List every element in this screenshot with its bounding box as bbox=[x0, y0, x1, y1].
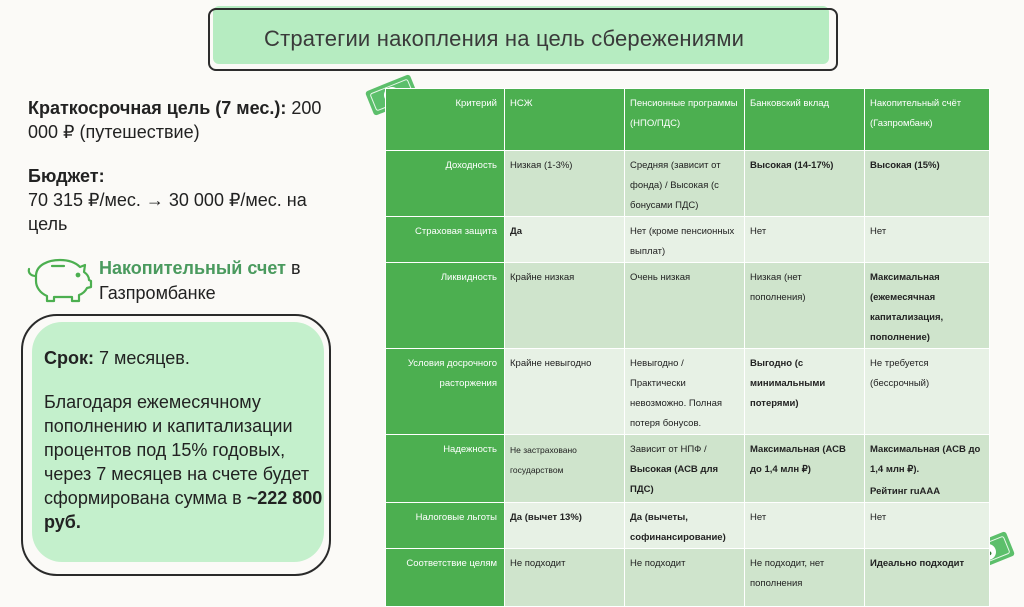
summary-card-text bbox=[44, 346, 324, 534]
cell-savings-rating: Рейтинг ruAAA bbox=[870, 486, 941, 497]
goal-value: 200 000 ₽ (путешествие) bbox=[28, 98, 322, 142]
cell-savings-line: Максимальная (АСВ до 1,4 млн ₽). bbox=[870, 444, 981, 475]
row-criterion: Доходность bbox=[386, 151, 505, 217]
cell-deposit: Высокая (14-17%) bbox=[745, 151, 865, 217]
term-label: Срок: bbox=[44, 348, 94, 368]
header-savings: Накопительный счёт (Газпромбанк) bbox=[865, 89, 990, 151]
table-row bbox=[386, 435, 990, 503]
header-deposit: Банковский вклад bbox=[745, 89, 865, 151]
cell-nszh: Да (вычет 13%) bbox=[505, 503, 625, 549]
cell-pension-bold: Высокая (АСВ для ПДС) bbox=[630, 464, 719, 495]
cell-pension: Нет (кроме пенсионных выплат) bbox=[625, 217, 745, 263]
budget-value: 70 315 ₽/мес. → 30 000 ₽/мес. на цель bbox=[28, 190, 307, 234]
cell-deposit: Нет bbox=[745, 503, 865, 549]
cell-deposit: Нет bbox=[745, 217, 865, 263]
row-criterion: Условия досрочного расторжения bbox=[386, 349, 505, 435]
piggy-bank-icon bbox=[22, 252, 94, 304]
row-criterion: Налоговые льготы bbox=[386, 503, 505, 549]
cell-deposit: Максимальная (АСВ до 1,4 млн ₽) bbox=[745, 435, 865, 503]
cell-deposit: Низкая (нет пополнения) bbox=[745, 263, 865, 349]
cell-nszh: Не подходит bbox=[505, 549, 625, 607]
cell-savings: Максимальная (ежемесячная капитализация, пополнение) bbox=[865, 263, 990, 349]
row-criterion: Соответствие целям bbox=[386, 549, 505, 607]
cell-pension: Да (вычеты, софинансирование) bbox=[625, 503, 745, 549]
card-sum: ~222 800 руб. bbox=[44, 488, 323, 532]
table-row bbox=[386, 349, 990, 435]
term-value: 7 месяцев. bbox=[94, 348, 190, 368]
page-title: Стратегии накопления на цель сбережениями bbox=[264, 26, 745, 51]
cell-savings: Не требуется (бессрочный) bbox=[865, 349, 990, 435]
cell-pension bbox=[625, 435, 745, 503]
cell-nszh: Крайне низкая bbox=[505, 263, 625, 349]
row-criterion: Страховая защита bbox=[386, 217, 505, 263]
row-criterion: Ликвидность bbox=[386, 263, 505, 349]
cell-savings: Нет bbox=[865, 217, 990, 263]
table-row bbox=[386, 151, 990, 217]
cell-pension: Невыгодно / Практически невозможно. Полная потеря бонусов. bbox=[625, 349, 745, 435]
cell-pension: Очень низкая bbox=[625, 263, 745, 349]
card-body: Благодаря ежемесячному пополнению и капитализации процентов под 15% годовых, через 7 месяцев на счете будет сформирована сумма в bbox=[44, 392, 310, 508]
cell-deposit: Не подходит, нет пополнения bbox=[745, 549, 865, 607]
cell-deposit: Выгодно (с минимальными потерями) bbox=[745, 349, 865, 435]
header-nszh: НСЖ bbox=[505, 89, 625, 151]
cell-pension: Не подходит bbox=[625, 549, 745, 607]
goal-label: Краткосрочная цель (7 мес.): bbox=[28, 98, 287, 118]
row-criterion: Надежность bbox=[386, 435, 505, 503]
budget-text bbox=[28, 164, 348, 236]
account-highlight: Накопительный счет bbox=[99, 258, 286, 278]
cell-savings bbox=[865, 435, 990, 503]
comparison-table bbox=[385, 88, 990, 607]
header-criterion: Критерий bbox=[386, 89, 505, 151]
account-text bbox=[99, 256, 349, 306]
cell-savings: Нет bbox=[865, 503, 990, 549]
budget-label: Бюджет: bbox=[28, 166, 105, 186]
header-pension: Пенсионные программы (НПО/ПДС) bbox=[625, 89, 745, 151]
cell-pension-part: Зависит от НПФ / bbox=[630, 444, 707, 455]
cell-nszh: Крайне невыгодно bbox=[505, 349, 625, 435]
cell-nszh: Низкая (1-3%) bbox=[505, 151, 625, 217]
cell-nszh: Да bbox=[505, 217, 625, 263]
table-header-row bbox=[386, 89, 990, 151]
account-rest: в Газпромбанке bbox=[99, 258, 301, 303]
cell-pension: Средняя (зависит от фонда) / Высокая (с бонусами ПДС) bbox=[625, 151, 745, 217]
table-row bbox=[386, 217, 990, 263]
cell-nszh: Не застраховано государством bbox=[505, 435, 625, 503]
cell-savings: Идеально подходит bbox=[865, 549, 990, 607]
table-row bbox=[386, 503, 990, 549]
goal-text bbox=[28, 96, 348, 144]
table-row bbox=[386, 263, 990, 349]
table-row bbox=[386, 549, 990, 607]
cell-savings: Высокая (15%) bbox=[865, 151, 990, 217]
